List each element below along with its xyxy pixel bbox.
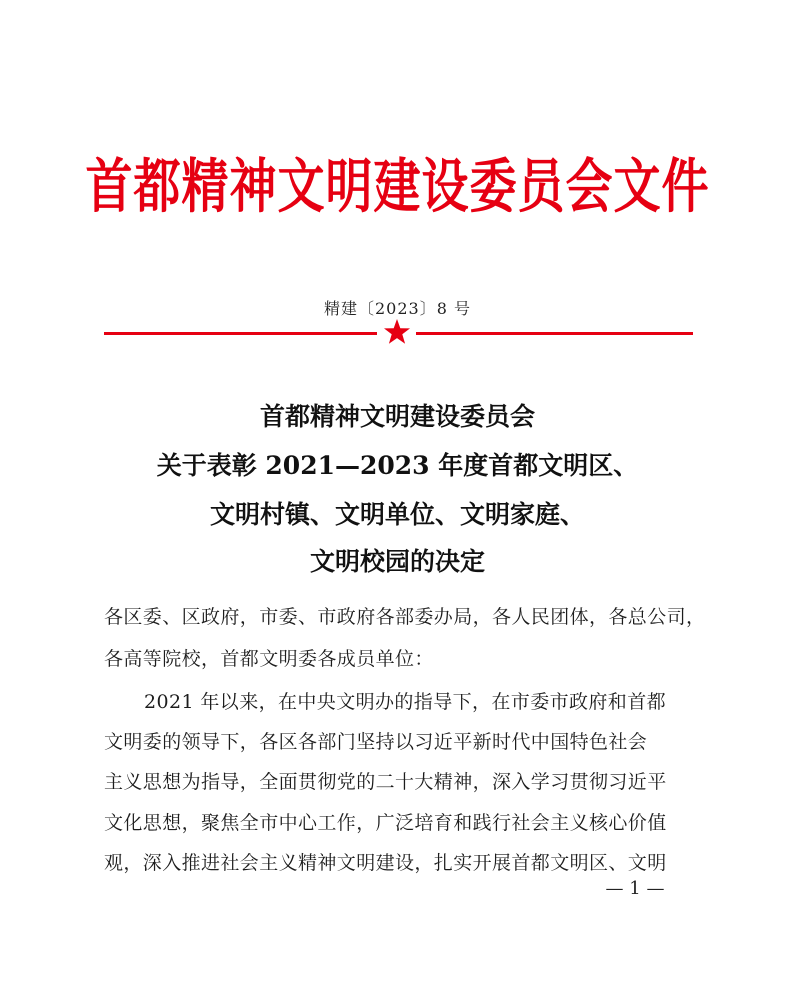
red-rule-left [104,332,377,335]
recipients-line: 各高等院校，首都文明委各成员单位： [104,648,434,670]
body-text-line: 文明委的领导下，各区各部门坚持以习近平新时代中国特色社会 [104,731,648,753]
body-text-line: 2021 年以来，在中央文明办的指导下，在市委市政府和首都 [144,691,666,713]
recipients-line: 各区委、区政府，市委、市政府各部委办局，各人民团体，各总公司， [104,606,706,628]
body-text-line: 文化思想，聚焦全市中心工作，广泛培育和践行社会主义核心价值 [104,812,667,834]
red-star-icon [383,318,411,346]
page-number: — 1 — [605,878,665,899]
masthead-title: 首都精神文明建设委员会文件 [85,152,710,222]
title-line: 关于表彰 2021—2023 年度首都文明区、 [156,451,639,480]
title-line: 首都精神文明建设委员会 [259,402,535,431]
document-number: 精建〔2023〕8 号 [324,299,471,318]
title-line: 文明校园的决定 [309,547,485,576]
body-text-line: 主义思想为指导，全面贯彻党的二十大精神，深入学习贯彻习近平 [104,771,667,793]
red-rule-right [416,332,693,335]
body-text-line: 观，深入推进社会主义精神文明建设，扎实开展首都文明区、文明 [104,852,667,874]
title-line: 文明村镇、文明单位、文明家庭、 [209,500,585,529]
